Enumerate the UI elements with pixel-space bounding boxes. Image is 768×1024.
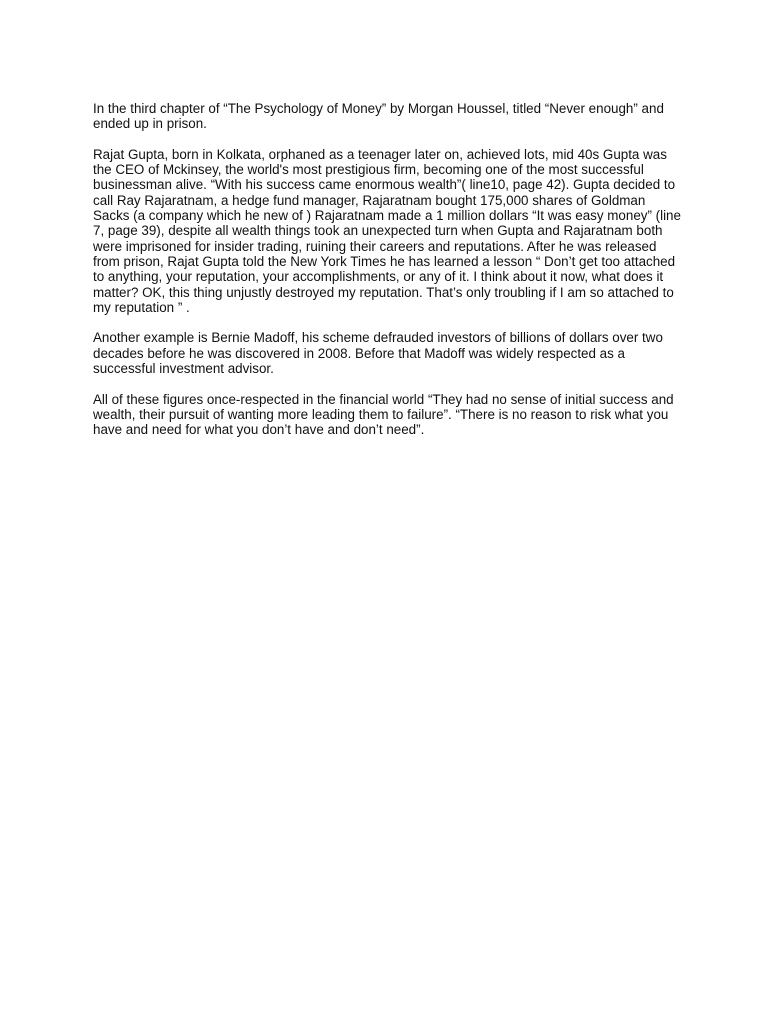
paragraph-rajat-gupta: Rajat Gupta, born in Kolkata, orphaned as a teenager later on, achieved lots, mid 40s Gupta was the CEO of Mckinsey, the world's most prestigious firm, becoming one of the most successful businessman alive. “With his success came enormous wealth”( line10, page 42). Gupta decided to call Ray Rajaratnam, a hedge fund manager, Rajaratnam bought 175,000 shares of Goldman Sacks (a company which he new of ) Rajaratnam made a 1 million dollars “It was easy money” (line 7, page 39), despite all wealth things took an unexpected turn when Gupta and Rajaratnam both were imprisoned for insider trading, ruining their careers and reputations. After he was released from prison, Rajat Gupta told the New York Times he has learned a lesson “ Don’t get too attached to anything, your reputation, your accomplishments, or any of it. I think about it now, what does it matter? OK, this thing unjustly destroyed my reputation. That’s only troubling if I am so attached to my reputation ” . xyxy=(93,146,681,315)
paragraph-intro: In the third chapter of “The Psychology of Money” by Morgan Houssel, titled “Never enough” and ended up in prison. xyxy=(93,101,664,132)
paragraph-bernie-madoff: Another example is Bernie Madoff, his scheme defrauded investors of billions of dollars over two decades before he was discovered in 2008. Before that Madoff was widely respected as a successful investment advisor. xyxy=(93,330,663,377)
document-body xyxy=(93,101,683,453)
paragraph-conclusion: All of these figures once-respected in the financial world “They had no sense of initial success and wealth, their pursuit of wanting more leading them to failure”. “There is no reason to risk what you have and need for what you don’t have and don’t need”. xyxy=(93,391,674,438)
